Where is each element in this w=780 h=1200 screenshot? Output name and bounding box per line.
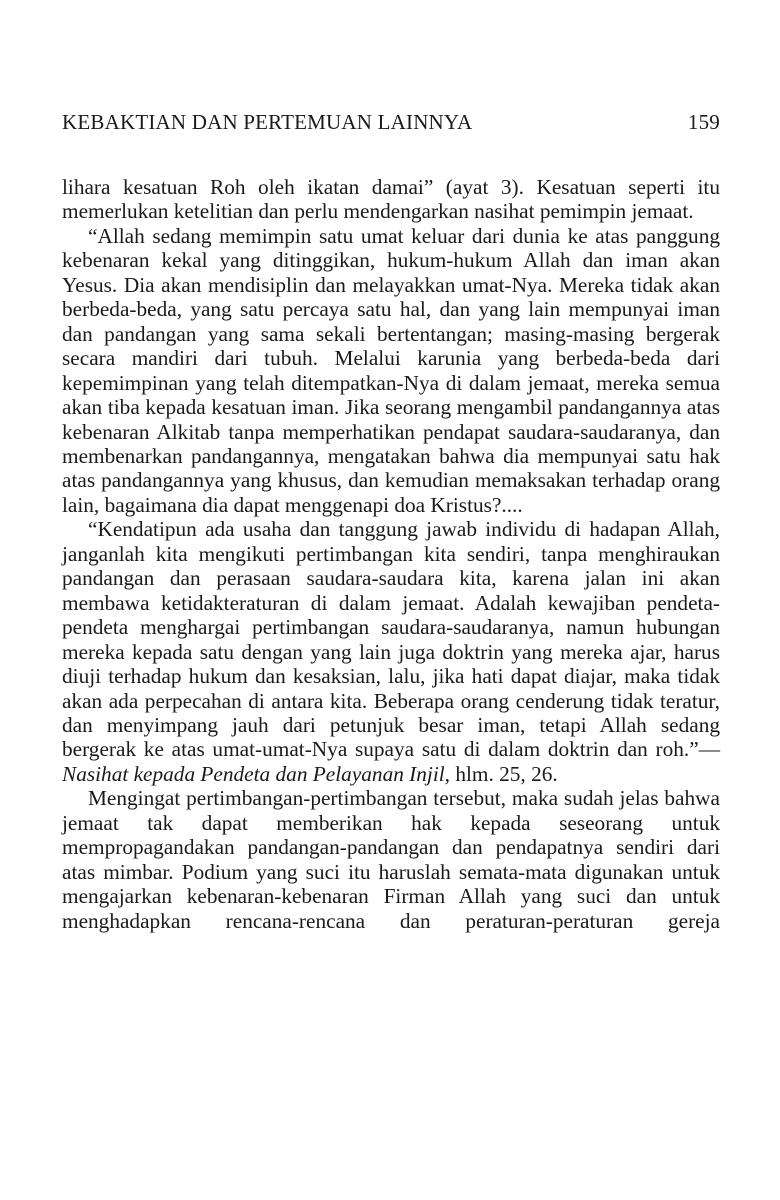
body-text <box>62 175 720 933</box>
quote-dash: — <box>698 737 720 762</box>
paragraph-continuation: lihara kesatuan Roh oleh ikatan damai” (ayat 3). Kesatuan seperti itu memerlukan ketelitian dan perlu mendengarkan nasihat pemimpin jemaat. <box>62 175 720 224</box>
book-page <box>62 110 720 933</box>
page-number: 159 <box>687 110 720 134</box>
running-head <box>62 110 720 150</box>
citation-source: Nasihat kepada Pendeta dan Pelayanan Injil, <box>62 761 451 786</box>
paragraph-quote-1: “Allah sedang memimpin satu umat keluar dari dunia ke atas panggung kebenaran kekal yang ditinggikan, hukum-hukum Allah dan iman akan Yesus. Dia akan mendisiplin dan melayakkan umat-Nya. Mereka tidak akan berbeda-beda, yang satu percaya satu hal, dan yang lain mempunyai iman dan pandangan yang sama sekali bertentangan; masing-masing bergerak secara mandiri dari tubuh. Melalui karunia yang berbeda-beda dari kepemimpinan yang telah ditempatkan-Nya di dalam jemaat, mereka semua akan tiba kepada kesatuan iman. Jika seorang mengambil pandangannya atas kebenaran Alkitab tanpa memperhatikan pendapat saudara-saudaranya, dan membenarkan pandangannya, mengatakan bahwa dia mempunyai satu hak atas pandangannya yang khusus, dan kemudian memaksakan terhadap orang lain, bagaimana dia dapat menggenapi doa Kristus?.... <box>62 223 720 517</box>
paragraph-quote-2 <box>62 517 720 786</box>
citation-reference: hlm. 25, 26. <box>450 761 558 786</box>
paragraph-body: Mengingat pertimbangan-pertimbangan tersebut, maka sudah jelas bahwa jemaat tak dapat memberikan hak kepada seseorang untuk mempropagandakan pandangan-pandangan dan pendapatnya sendiri dari atas mimbar. Podium yang suci itu haruslah semata-mata digunakan untuk mengajarkan kebenaran-kebenaran Firman Allah yang suci dan untuk menghadapkan rencana-rencana dan peraturan-peraturan gereja <box>62 786 720 933</box>
running-title: KEBAKTIAN DAN PERTEMUAN LAINNYA <box>62 110 473 134</box>
quote-text: “Kendatipun ada usaha dan tanggung jawab individu di hadapan Allah, janganlah kita mengikuti pertimbangan kita sendiri, tanpa menghiraukan pandangan dan perasaan saudara-saudara kita, karena jalan ini akan membawa ketidakteraturan di dalam jemaat. Adalah kewajiban pendeta-pendeta menghargai pertimbangan saudara-saudaranya, namun hubungan mereka kepada satu dengan yang lain juga doktrin yang mereka ajar, harus diuji terhadap hukum dan kesaksian, lalu, jika hati dapat diajar, maka tidak akan ada perpecahan di antara kita. Beberapa orang cenderung tidak teratur, dan menyimpang jauh dari petunjuk besar iman, tetapi Allah sedang bergerak ke atas umat-umat-Nya supaya satu di dalam doktrin dan roh.” <box>62 517 720 762</box>
